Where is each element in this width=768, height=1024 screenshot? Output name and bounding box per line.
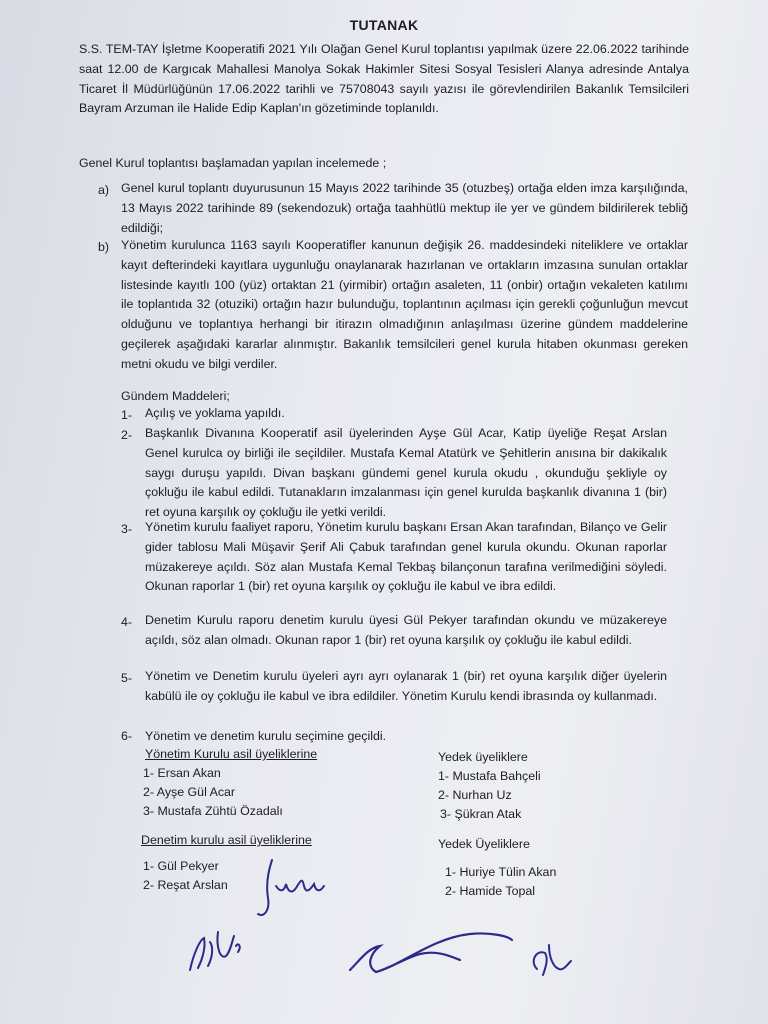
agenda-item-number: 3- (121, 522, 133, 536)
board-members-heading: Yönetim Kurulu asil üyeliklerine (145, 747, 318, 761)
agenda-item-text: Yönetim kurulu faaliyet raporu, Yönetim kurulu başkanı Ersan Akan tarafından, Bilanço ve Gelir gider tablosu Mali Müşavir Şerif Ali Çabuk tarafından genel kurula okundu. Okunan raporlar müzakereye açıldı. Söz alan Mustafa Kemal Tekbaş bilançonun tarafına verilmediğini söyledi. Okunan raporlar 1 (bir) ret oyuna karşılık oy çokluğu ile kabul ve ibra edildi. (145, 520, 667, 594)
agenda-item-text: Açılış ve yoklama yapıldı. (145, 406, 285, 420)
signature-1 (250, 852, 340, 932)
audit-substitute: 1- Huriye Tülin Akan (445, 865, 557, 879)
agenda-heading: Gündem Maddeleri; (121, 389, 230, 403)
pre-inspection-heading: Genel Kurul toplantısı başlamadan yapılan incelemede ; (79, 156, 387, 170)
agenda-item-number: 4- (121, 615, 133, 629)
clause-b-label: b) (98, 240, 110, 254)
signature-4 (515, 935, 585, 985)
agenda-item-text: Denetim Kurulu raporu denetim kurulu üyesi Gül Pekyer tarafından okundu ve müzakereye açıldı, söz alan olmadı. Okunan rapor 1 (bir) ret oyuna karşılık oy çokluğu ile kabul edildi. (145, 613, 667, 647)
agenda-item-number: 6- (121, 729, 133, 743)
audit-member: 1- Gül Pekyer (143, 859, 219, 873)
audit-members-heading: Denetim kurulu asil üyeliklerine (141, 833, 312, 847)
audit-substitutes-heading: Yedek Üyeliklere (438, 837, 530, 851)
signature-2 (180, 912, 260, 982)
board-member: 3- Mustafa Zühtü Özadalı (143, 804, 283, 818)
intro-paragraph: S.S. TEM-TAY İşletme Kooperatifi 2021 Yılı Olağan Genel Kurul toplantısı yapılmak üzere 22.06.2022 tarihinde saat 12.00 de Kargıcak Mahallesi Manolya Sokak Hakimler Sitesi Sosyal Tesisleri Alanya adresinde Antalya Ticaret İl Müdürlüğünün 17.06.2022 tarihli ve 75708043 sayılı yazısı ile görevlendirilen Bakanlık Temsilcileri Bayram Arzuman ile Halide Edip Kaplan'ın gözetiminde toplanıldı. (79, 42, 689, 116)
agenda-item-number: 2- (121, 428, 133, 442)
board-substitute: 3- Şükran Atak (440, 807, 522, 821)
agenda-item-text: Başkanlık Divanına Kooperatif asil üyelerinden Ayşe Gül Acar, Katip üyeliğe Reşat Arslan Genel kurulca oy birliği ile seçildiler. Mustafa Kemal Atatürk ve Şehitlerin anısına bir dakikalık saygı duruşu yapıldı. Divan başkanı gündemi genel kurula okudu , okunduğu şekliyle oy çokluğu ile kabul edildi. Tutanakların imzalanması için genel kurulda başkanlık divanına 1 (bir) ret oyuna karşılık oy çokluğu ile yetki verildi. (145, 426, 667, 520)
clause-a-text: Genel kurul toplantı duyurusunun 15 Mayıs 2022 tarihinde 35 (otuzbeş) ortağa elden imza karşılığında, 13 Mayıs 2022 tarihinde 89 (sekendozuk) ortağa taahhütlü mektup ile yer ve gündem bildirilerek tebliğ edildiği; (121, 181, 688, 235)
audit-substitute: 2- Hamide Topal (445, 884, 535, 898)
audit-member: 2- Reşat Arslan (143, 878, 228, 892)
agenda-item-text: Yönetim ve denetim kurulu seçimine geçildi. (145, 729, 387, 743)
signature-3 (340, 920, 520, 990)
board-member: 1- Ersan Akan (143, 766, 221, 780)
agenda-item-text: Yönetim ve Denetim kurulu üyeleri ayrı ayrı oylanarak 1 (bir) ret oyuna karşılık diğer üyelerin kabülü ile oy çokluğu ile kabul ve ibra edildiler. Yönetim Kurulu kendi ibrasında oy kullanmadı. (145, 669, 667, 703)
document-title: TUTANAK (349, 17, 419, 33)
agenda-item-number: 1- (121, 408, 133, 422)
board-substitute: 1- Mustafa Bahçeli (438, 769, 541, 783)
agenda-item-number: 5- (121, 671, 133, 685)
clause-a-label: a) (98, 183, 110, 197)
board-substitutes-heading: Yedek üyeliklere (438, 750, 528, 764)
board-member: 2- Ayşe Gül Acar (143, 785, 236, 799)
board-substitute: 2- Nurhan Uz (438, 788, 512, 802)
clause-b-text: Yönetim kurulunca 1163 sayılı Kooperatifler kanunun değişik 26. maddesindeki niteliklere ve ortaklar kayıt defterindeki kayıtlara uygunluğu onaylanarak hazırlanan ve ortakların imzasına sunulan ortaklar listesinde kayıtlı 100 (yüz) ortaktan 21 (yirmibir) ortağın asaleten, 11 (onbir) ortağın vekaleten katılımı ile toplantıda 32 (otuziki) ortağın hazır bulunduğu, toplantının açılması için gerekli çoğunluğun mevcut olduğunu ve toplantıya herhangi bir itirazın olmadığının anlaşılması üzerine gündem maddelerine geçilerek aşağıdaki kararlar alınmıştır. Bakanlık temsilcileri genel kurula hitaben okunması gereken metni okudu ve bilgi verdiler. (121, 238, 688, 371)
